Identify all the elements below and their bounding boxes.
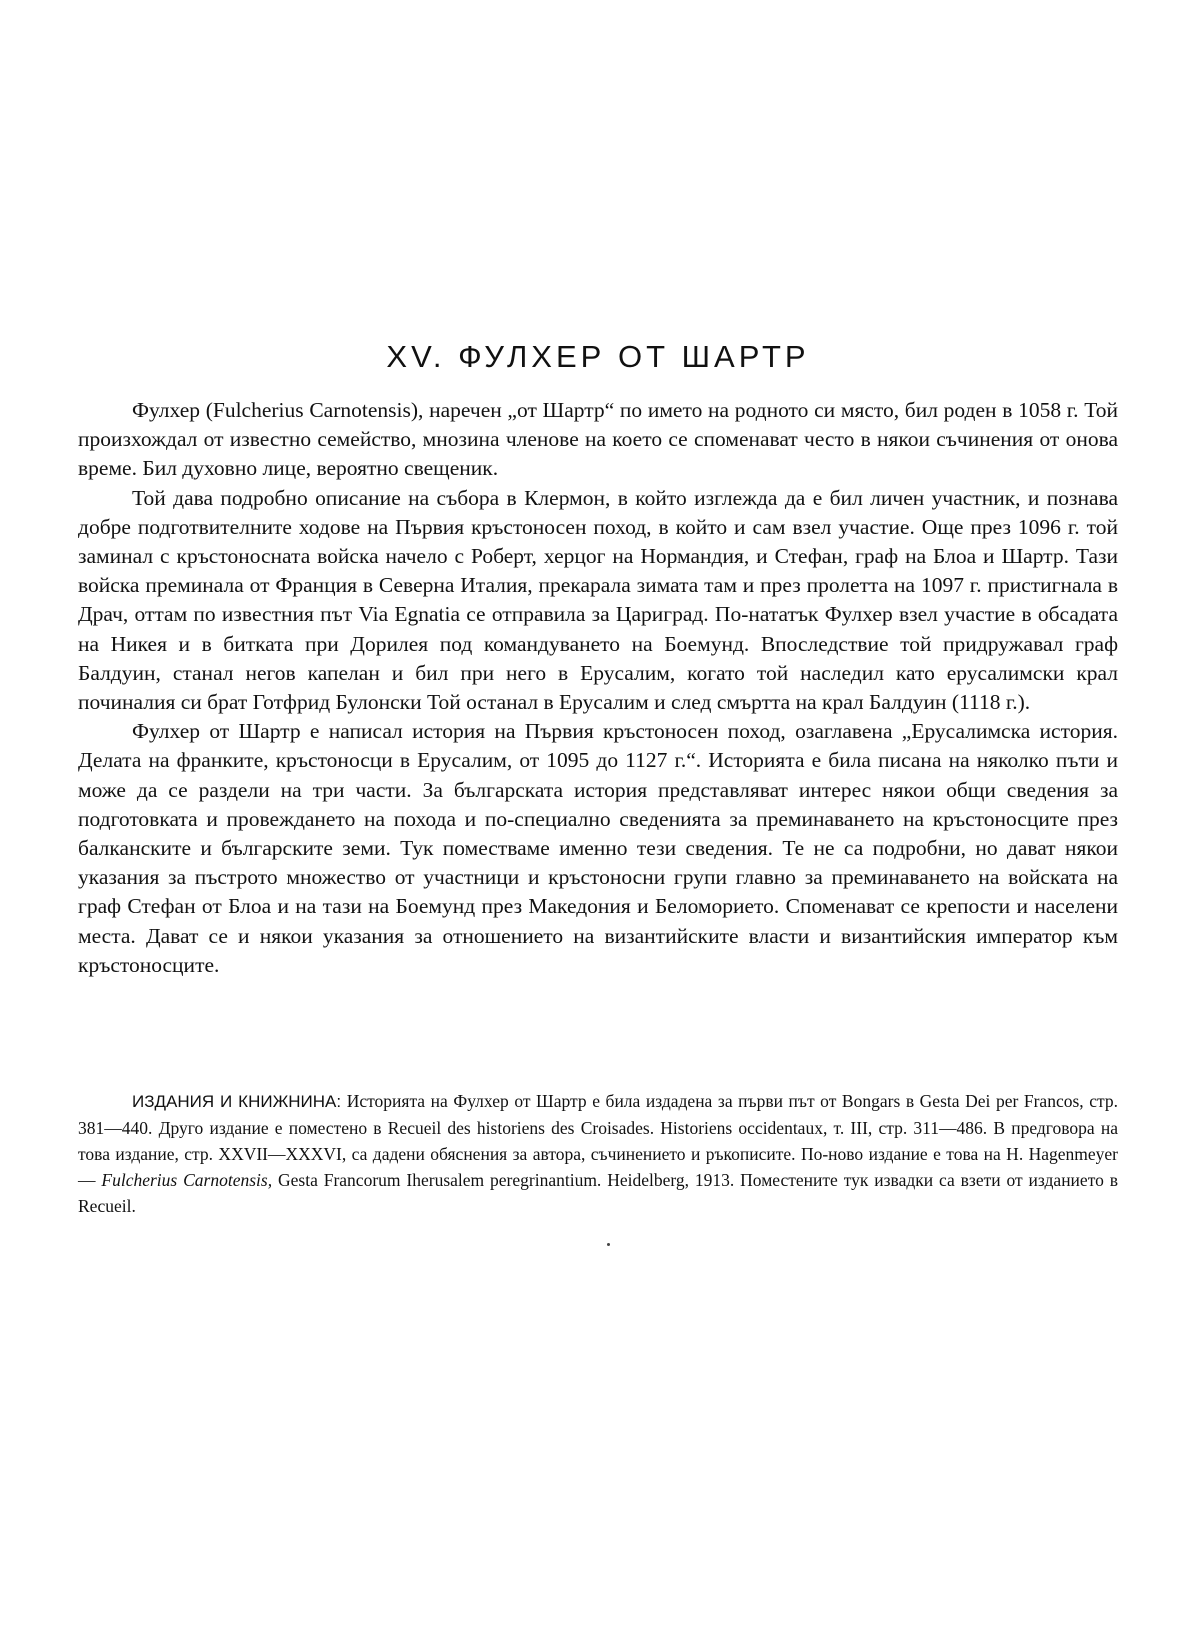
bibliography-text-after: Gesta Francorum Iherusalem peregrinantium. Heidelberg, 1913. Поместените тук извадки са взети от изданието в Recueil. bbox=[78, 1170, 1119, 1216]
chapter-title: XV. ФУЛХЕР ОТ ШАРТР bbox=[386, 339, 810, 374]
document-page bbox=[78, 0, 1118, 1638]
stray-dot-mark bbox=[607, 1243, 610, 1246]
bibliography-label: ИЗДАНИЯ И КНИЖНИНА: bbox=[132, 1092, 342, 1111]
paragraph-intro: Фулхер (Fulcherius Carnotensis), наречен „от Шартр“ по името на родното си място, бил роден в 1058 г. Той произхождал от известно семейство, мнозина членове на което се споменават често в някои съчинения от онова време. Бил духовно лице, вероятно свещеник. bbox=[78, 398, 1118, 481]
bibliography-note bbox=[78, 1088, 1118, 1219]
paragraph-history: Фулхер от Шартр е написал история на Първия кръстоносен поход, озаглавена „Ерусалимска история. Делата на франките, кръстоносци в Ерусалим, от 1095 до 1127 г.“. Историята е била писана на няколко пъти и може да се раздели на три части. За българската история представляват интерес някои общи сведения за подготовката и провеждането на похода и по-специално сведенията за преминаването на кръстоносците през балканските и българските земи. Тук поместваме именно тези сведения. Те не са подробни, но дават някои указания за пъстрото множество от участници и кръстоносни групи главно за преминаването на войската на граф Стефан от Блоа и на тази на Боемунд през Македония и Беломорието. Споменават се крепости и населени места. Дават се и някои указания за отношението на византийските власти и византийския император към кръстоносците. bbox=[78, 719, 1118, 977]
paragraph-biography: Той дава подробно описание на събора в Клермон, в който изглежда да е бил личен участник, и познава добре подготвителните ходове на Първия кръстоносен поход, в който и сам взел участие. Още през 1096 г. той заминал с кръстоносната войска начело с Роберт, херцог на Нормандия, и Стефан, граф на Блоа и Шартр. Тази войска преминала от Франция в Северна Италия, прекарала зимата там и през пролетта на 1097 г. пристигнала в Драч, оттам по известния път Via Egnatia се отправила за Цариград. По-нататък Фулхер взел участие в обсадата на Никея и в битката при Дорилея под командуването на Боемунд. Впоследствие той придружавал граф Балдуин, станал негов капелан и бил при него в Ерусалим, когато той наследил като ерусалимски крал починалия си брат Готфрид Булонски Той останал в Ерусалим и след смъртта на крал Балдуин (1118 г.). bbox=[78, 485, 1118, 715]
bibliography-text-before: Историята на Фулхер от Шартр е била издадена за първи път от Bongars в Gesta Dei per Francos, стр. 381—440. Друго издание е поместено в Recueil des historiens des Croisades. Historiens occidentaux, т. III, стр. 311—486. В предговора на това издание, стр. XXVII—XXXVI, са дадени обяснения за автора, съчинението и ръкописите. По-ново издание е това на H. Hagenmeyer — bbox=[78, 1091, 1118, 1190]
bibliography-italic-title: Fulcherius Carnotensis, bbox=[101, 1170, 273, 1190]
body-text bbox=[78, 396, 1118, 980]
